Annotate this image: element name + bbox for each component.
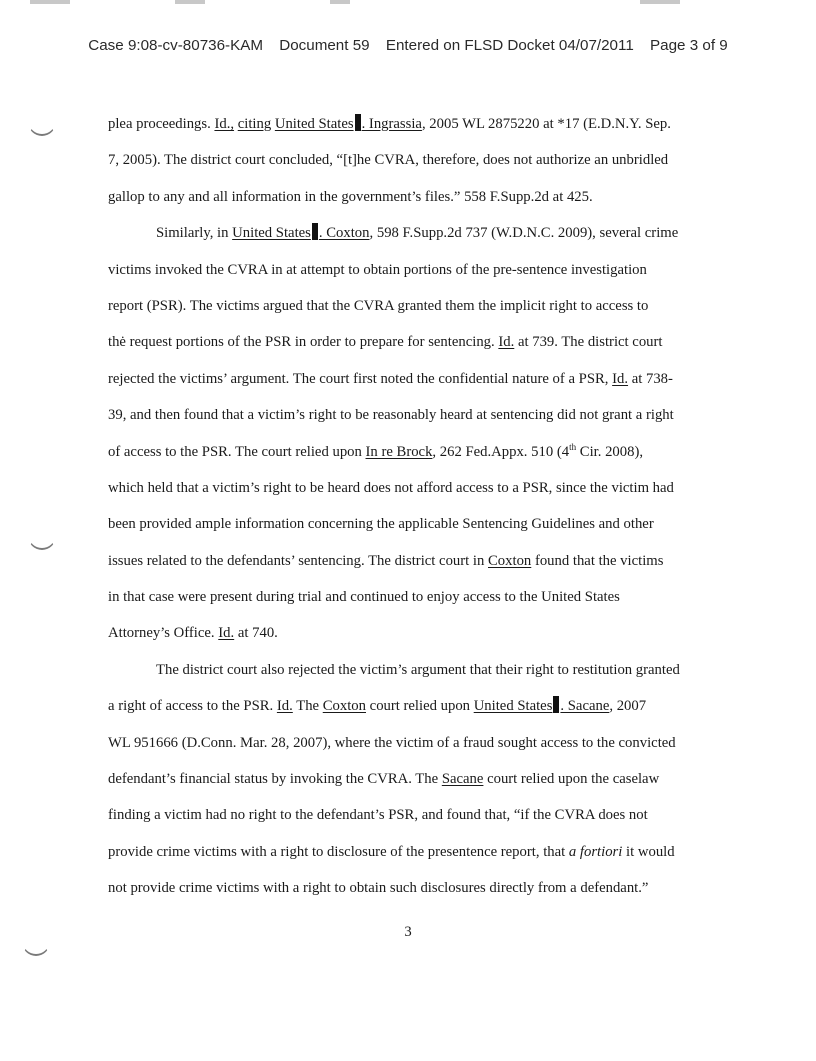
document-body — [108, 106, 708, 907]
text-line: been provided ample information concerning the applicable Sentencing Guidelines and other — [108, 516, 654, 533]
text-line: WL 951666 (D.Conn. Mar. 28, 2007), where the victim of a fraud sought access to the convicted — [108, 734, 676, 751]
text-line: thė request portions of the PSR in order to prepare for sentencing. Id. at 739. The district court — [108, 334, 663, 351]
text-line: not provide crime victims with a right to obtain such disclosures directly from a defendant.” — [108, 880, 649, 897]
text-line: finding a victim had no right to the defendant’s PSR, and found that, “if the CVRA does not — [108, 807, 648, 824]
redaction-mark — [553, 696, 559, 713]
case-number: Case 9:08-cv-80736-KAM — [88, 37, 264, 54]
text-line: in that case were present during trial and continued to enjoy access to the United States — [108, 589, 620, 606]
punch-hole — [28, 522, 56, 550]
scan-top-marks — [0, 0, 816, 6]
text-line: report (PSR). The victims argued that the CVRA granted them the implicit right to access to — [108, 297, 649, 314]
text-line: of access to the PSR. The court relied upon In re Brock, 262 Fed.Appx. 510 (4th Cir. 2008), — [108, 441, 644, 460]
redaction-mark — [355, 114, 361, 131]
redaction-mark — [312, 223, 318, 240]
punch-hole — [28, 108, 56, 136]
text-line: provide crime victims with a right to disclosure of the presentence report, that a fortiori it would — [108, 843, 675, 860]
text-line: 7, 2005). The district court concluded, “[t]he CVRA, therefore, does not authorize an unbridled — [108, 152, 669, 169]
page-number: 3 — [404, 924, 412, 940]
docket-header — [0, 37, 816, 54]
text-line: plea proceedings. Id., citing United States . Ingrassia, 2005 WL 2875220 at *17 (E.D.N.Y. Sep. — [108, 116, 671, 132]
page-indicator: Page 3 of 9 — [650, 37, 728, 54]
text-line: which held that a victim’s right to be heard does not afford access to a PSR, since the victim had — [108, 479, 674, 496]
text-line: The district court also rejected the victim’s argument that their right to restitution granted — [156, 661, 680, 678]
text-line: Attorney’s Office. Id. at 740. — [108, 625, 278, 642]
text-line: gallop to any and all information in the government’s files.” 558 F.Supp.2d at 425. — [108, 188, 593, 205]
text-line: a right of access to the PSR. Id. The Coxton court relied upon United States . Sacane, 2007 — [108, 698, 647, 715]
text-line: defendant’s financial status by invoking the CVRA. The Sacane court relied upon the caselaw — [108, 771, 660, 788]
document-number: Document 59 — [279, 37, 370, 54]
text-line: issues related to the defendants’ sentencing. The district court in Coxton found that the victims — [108, 552, 664, 569]
docket-entry: Entered on FLSD Docket 04/07/2011 — [385, 37, 634, 54]
text-line: 39, and then found that a victim’s right to be reasonably heard at sentencing did not grant a right — [108, 407, 674, 424]
text-line: Similarly, in United States . Coxton, 598 F.Supp.2d 737 (W.D.N.C. 2009), several crime — [156, 225, 679, 242]
text-line: victims invoked the CVRA in at attempt to obtain portions of the pre-sentence investigation — [108, 261, 647, 278]
text-line: rejected the victims’ argument. The court first noted the confidential nature of a PSR, Id. at 738- — [108, 370, 673, 387]
